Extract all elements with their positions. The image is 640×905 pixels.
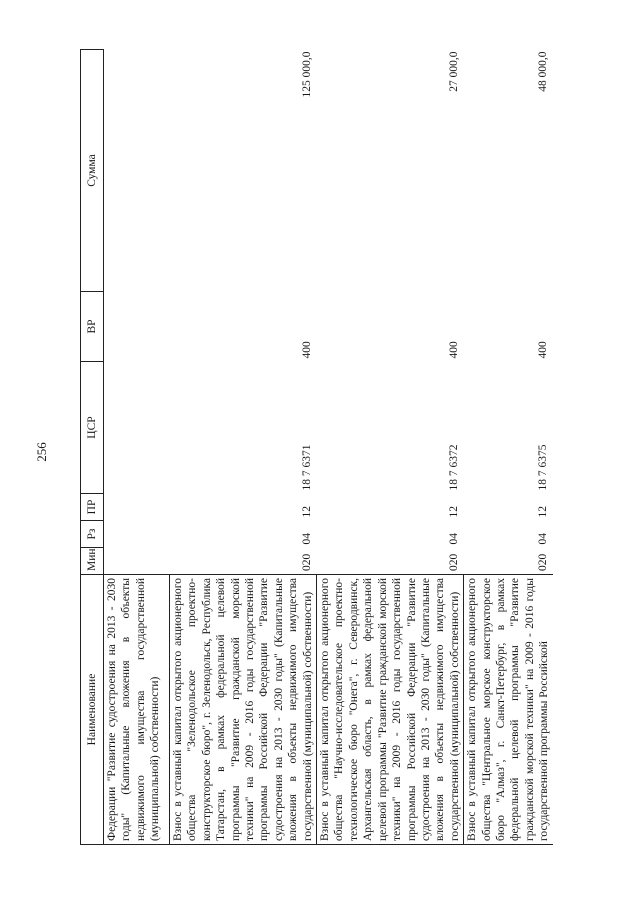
row-vr [104, 292, 170, 362]
row-csr: 18 7 6371 [301, 444, 314, 491]
header-min: Мин [81, 548, 104, 575]
header-csr: ЦСР [81, 362, 104, 494]
header-pr: ПР [81, 494, 104, 521]
row-min: 020 [448, 553, 461, 571]
row-sum: 27 000,0 [448, 51, 461, 92]
table-row [464, 50, 553, 845]
row-name: Взнос в уставный капитал открытого акционерного общества "Центральное морское конструкторское бюро "Алмаз", г. Санкт-Петербург, в рамках федеральной целевой программы "Развитие гражданской морской техники" на 2009 - 2016 годы государственной программы Российской [464, 575, 553, 845]
table-row [104, 50, 170, 845]
row-sum [104, 50, 170, 292]
row-rz: 04 [448, 533, 461, 545]
row-rz [104, 521, 170, 548]
row-pr: 12 [537, 506, 550, 518]
row-vr: 400 [301, 341, 314, 359]
row-csr: 18 7 6375 [537, 444, 550, 491]
row-name: Федерации "Развитие судостроения на 2013 - 2030 годы" (Капитальные вложения в объекты недвижимого имущества государственной (муниципальной) собственности) [104, 575, 170, 845]
row-csr [104, 362, 170, 494]
row-vr: 400 [448, 341, 461, 359]
row-sum: 125 000,0 [301, 51, 314, 98]
header-rz: Рз [81, 521, 104, 548]
row-pr: 12 [448, 506, 461, 518]
row-sum: 48 000,0 [537, 51, 550, 92]
table-row [317, 50, 464, 845]
header-sum: Сумма [81, 50, 104, 292]
row-name: Взнос в уставный капитал открытого акционерного общества "Зеленодольское проектно-конструкторское бюро", г. Зеленодольск, Республика Татарстан, в рамках федеральной целевой программы "Развитие гражданской морской техники" на 2009 - 2016 годы государственной программы Российской Федерации "Развитие судостроения на 2013 - 2030 годы" (Капитальные вложения в объекты недвижимого имущества государственной (муниципальной) собственности) [170, 575, 317, 845]
budget-table-rotated [80, 50, 600, 845]
header-name: Наименование [81, 575, 104, 845]
header-vr: ВР [81, 292, 104, 362]
table-header-row [81, 50, 104, 845]
row-min [104, 548, 170, 575]
row-vr: 400 [537, 341, 550, 359]
row-pr [104, 494, 170, 521]
row-rz: 04 [301, 533, 314, 545]
budget-table [80, 49, 553, 845]
page-number: 256 [33, 442, 49, 462]
row-min: 020 [537, 553, 550, 571]
row-min: 020 [301, 553, 314, 571]
table-row [170, 50, 317, 845]
row-name: Взнос в уставный капитал открытого акционерного общества "Научно-исследовательское проектно-технологическое бюро "Онега", г. Северодвинск, Архангельская область, в рамках федеральной целевой программы "Развитие гражданской морской техники" на 2009 - 2016 годы государственной программы Российской Федерации "Развитие судостроения на 2013 - 2030 годы" (Капитальные вложения в объекты недвижимого имущества государственной (муниципальной) собственности) [317, 575, 464, 845]
row-csr: 18 7 6372 [448, 444, 461, 491]
row-rz: 04 [537, 533, 550, 545]
row-pr: 12 [301, 506, 314, 518]
